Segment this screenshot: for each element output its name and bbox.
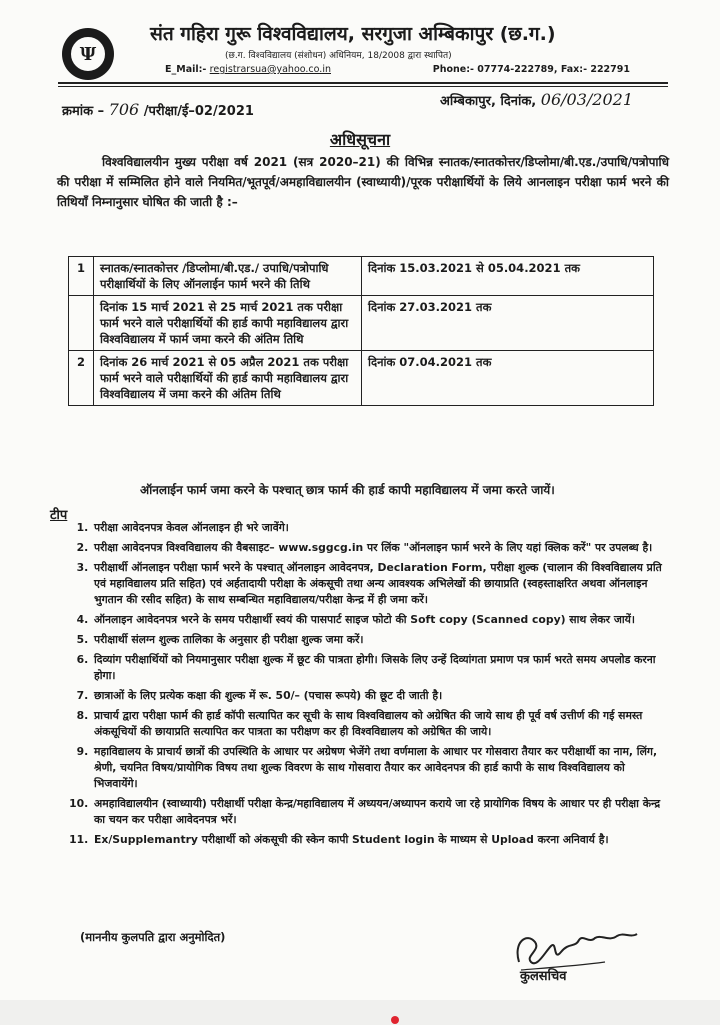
university-name: संत गहिरा गुरू विश्वविद्यालय, सरगुजा अम्बिकापुर (छ.ग.) xyxy=(150,23,556,45)
place-date-label: अम्बिकापुर, दिनांक, xyxy=(440,94,537,109)
red-dot-icon xyxy=(391,1016,399,1024)
footer-strip xyxy=(0,1000,720,1025)
list-item: 2. परीक्षा आवेदनपत्र विश्वविद्यालय की वैबसाइट– www.sggcg.in पर लिंक "ऑनलाइन फार्म भरने के लिए यहां क्लिक करें" पर उपलब्ध है। xyxy=(92,540,672,556)
establishment-act: (छ.ग. विश्वविद्यालय (संशोधन) अधिनियम, 18/2008 द्वारा स्थापित) xyxy=(225,51,452,61)
list-item: 1. परीक्षा आवेदनपत्र केवल ऑनलाइन ही भरे जावेंगे। xyxy=(92,520,672,536)
intro-paragraph: विश्वविद्यालयीन मुख्य परीक्षा वर्ष 2021 (सत्र 2020–21) की विभिन्न स्नातक/स्नातकोत्तर/डिप्लोमा/बी.एड./उपाधि/पत्रोपाधि की परीक्षा में सम्मिलित होने वाले नियमित/भूतपूर्व/अमहाविद्यालयीन (स्वाध्यायी)/पूरक परीक्षार्थियों के लिये आनलाइन परीक्षा फार्म भरने की तिथियाँ निम्नानुसार घोषित की जाती है :– xyxy=(57,155,669,209)
reference-value: 706 xyxy=(108,100,140,119)
tip-heading: टीप xyxy=(50,508,68,523)
email-link[interactable]: registrarsua@yahoo.co.in xyxy=(209,64,331,75)
email-block xyxy=(165,64,331,75)
row-description: स्नातक/स्नातकोत्तर /डिप्लोमा/बी.एड./ उपाधि/पत्रोपाधि परीक्षार्थियों के लिए ऑनलाईन फार्म भरने की तिथि xyxy=(94,257,362,296)
notes-list xyxy=(40,520,672,852)
list-item: 3. परीक्षार्थी ऑनलाइन परीक्षा फार्म भरने के पश्चात् ऑनलाइन आवेदनपत्र, Declaration Form, परीक्षा शुल्क (चालान की विश्वविद्यालय प्रति एवं महाविद्यालय प्रति सहित) एवं अर्हतादायी परीक्षा के अंकसूची तथा अन्य आवश्यक अभिलेखों की छायाप्रति (स्वहस्ताक्षरित अथवा ऑनलाइन भुगतान की रसीद सहित) के साथ सम्बन्धित महाविद्यालय/परीक्षा केन्द्र में ही जमा करें। xyxy=(92,560,672,608)
place-date xyxy=(440,90,633,109)
contact-row xyxy=(165,64,630,75)
list-item: 10. अमहाविद्यालयीन (स्वाध्यायी) परीक्षार्थी परीक्षा केन्द्र/महाविद्यालय में अध्ययन/अध्यापन कराये जा रहे प्रायोगिक विषय के आधार पर ही परीक्षा केन्द्र का चयन कर परीक्षा आवेदनपत्र भरें। xyxy=(92,796,672,828)
date-value: 06/03/2021 xyxy=(540,90,633,109)
row-description: दिनांक 26 मार्च 2021 से 05 अप्रैल 2021 तक परीक्षा फार्म भरने वाले परीक्षार्थियों की हार्ड कापी महाविद्यालय द्वारा विश्वविद्यालय में जमा करने की अंतिम तिथि xyxy=(94,351,362,406)
row-description: दिनांक 15 मार्च 2021 से 25 मार्च 2021 तक परीक्षा फार्म भरने वाले परीक्षार्थियों की हार्ड कापी महाविद्यालय द्वारा विश्वविद्यालय में फार्म जमा करने की अंतिम तिथि xyxy=(94,296,362,351)
list-item: 9. महाविद्यालय के प्राचार्य छात्रों की उपस्थिति के आधार पर अग्रेषण भेजेंगे तथा वर्णमाला के आधार पर गोसवारा तैयार कर परीक्षार्थी का नाम, लिंग, श्रेणी, चयनित विषय/प्रायोगिक विषय तथा शुल्क विवरण के साथ गोसवारा तैयार कर आवेदनपत्र की हार्ड कापी के साथ विश्वविद्यालय को भिजवायेंगे। xyxy=(92,744,672,792)
list-item: 11. Ex/Supplemantry परीक्षार्थी को अंकसूची की स्केन कापी Student login के माध्यम से Upload करना अनिवार्य है। xyxy=(92,832,672,848)
title-text: अधिसूचना xyxy=(329,130,391,149)
row-date: दिनांक 15.03.2021 से 05.04.2021 तक xyxy=(362,257,654,296)
list-item: 7. छात्राओं के लिए प्रत्येक कक्षा की शुल्क में रू. 50/– (पचास रूपये) की छूट दी जाती है। xyxy=(92,688,672,704)
header-divider xyxy=(58,82,668,84)
reference-suffix: /परीक्षा/ई–02/2021 xyxy=(143,104,254,119)
header-divider-thin xyxy=(58,86,668,87)
table-row xyxy=(69,296,654,351)
table-row xyxy=(69,351,654,406)
row-date: दिनांक 07.04.2021 तक xyxy=(362,351,654,406)
row-date: दिनांक 27.03.2021 तक xyxy=(362,296,654,351)
email-label: E_Mail:- xyxy=(165,64,207,75)
schedule-table xyxy=(68,256,654,406)
submission-note: ऑनलाईन फार्म जमा करने के पश्चात् छात्र फार्म की हार्ड कापी महाविद्यालय में जमा करते जायें। xyxy=(140,483,555,497)
row-number xyxy=(69,296,94,351)
reference-prefix: क्रमांक – xyxy=(62,104,105,119)
reference-number xyxy=(62,100,254,119)
row-number: 1 xyxy=(69,257,94,296)
list-item: 6. दिव्यांग परीक्षार्थियों को नियमानुसार परीक्षा शुल्क में छूट की पात्रता होगी। जिसके लिए उन्हें दिव्यांगता प्रमाण पत्र फार्म भरते समय अपलोड करना होगा। xyxy=(92,652,672,684)
list-item: 8. प्राचार्य द्वारा परीक्षा फार्म की हार्ड कॉपी सत्यापित कर सूची के साथ विश्वविद्यालय को अग्रेषित की जाये साथ ही पूर्व वर्ष उत्तीर्ण की गई समस्त अंकसूचियों की छायाप्रति सत्यापित कर पात्रता का परीक्षण कर ही विश्वविद्यालय को अग्रेषित की जाये। xyxy=(92,708,672,740)
phone-fax: Phone:- 07774-222789, Fax:- 222791 xyxy=(432,64,630,75)
approval-note: (माननीय कुलपति द्वारा अनुमोदित) xyxy=(80,930,226,944)
university-emblem-icon: Ψ xyxy=(62,28,114,80)
list-item: 5. परीक्षार्थी संलग्न शुल्क तालिका के अनुसार ही परीक्षा शुल्क जमा करें। xyxy=(92,632,672,648)
notification-title xyxy=(0,128,720,150)
row-number: 2 xyxy=(69,351,94,406)
registrar-designation: कुलसचिव xyxy=(520,969,567,984)
table-row xyxy=(69,257,654,296)
list-item: 4. ऑनलाइन आवेदनपत्र भरने के समय परीक्षार्थी स्वयं की पासपार्ट साइज फोटो की Soft copy (Scanned copy) साथ लेकर जायें। xyxy=(92,612,672,628)
